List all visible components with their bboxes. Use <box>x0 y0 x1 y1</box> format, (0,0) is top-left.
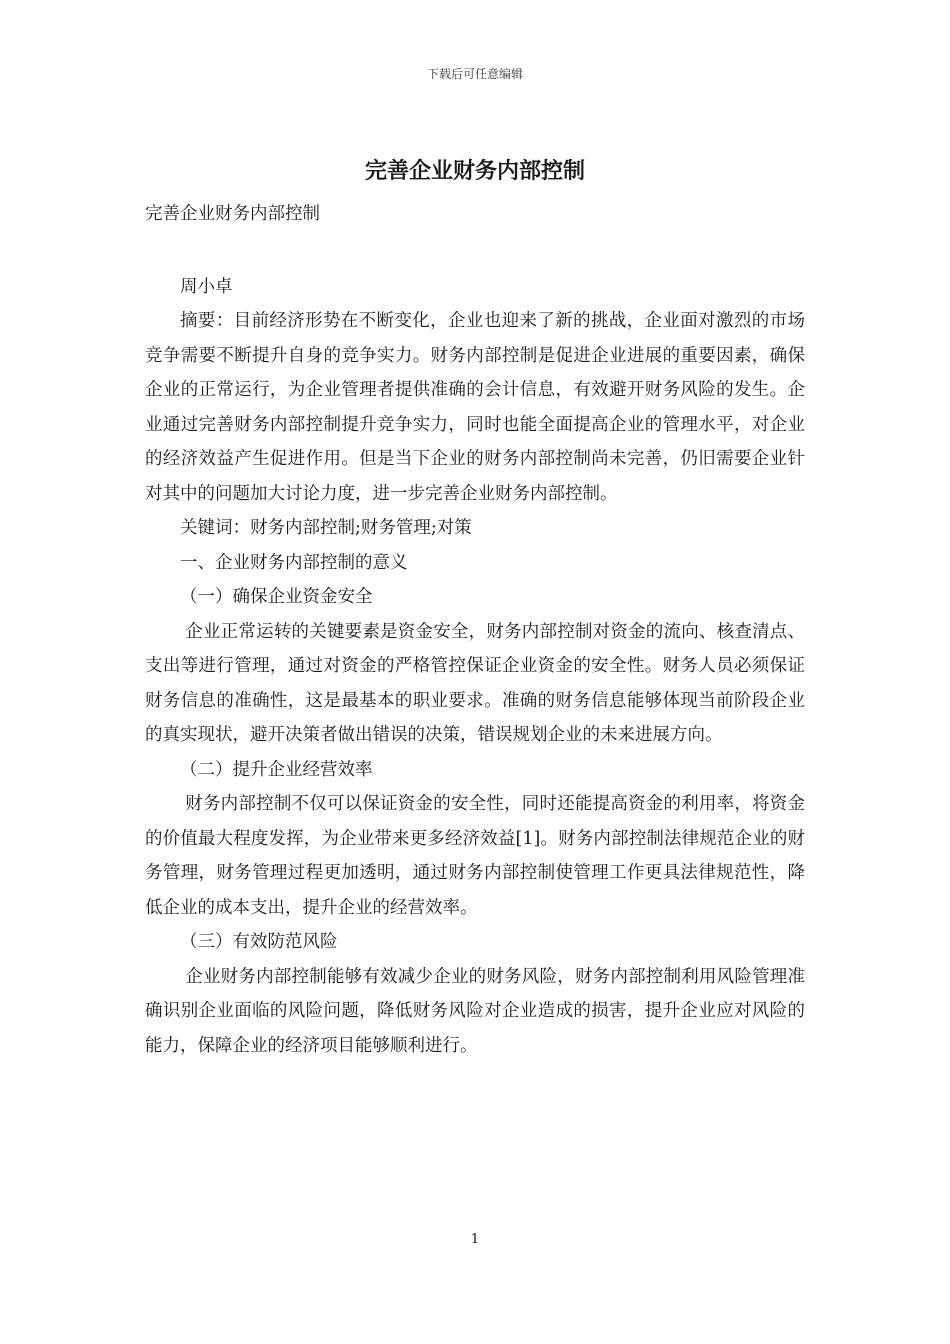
subsection-heading-3: （三）有效防范风险 <box>180 932 338 952</box>
subsection-heading-2: （二）提升企业经营效率 <box>180 759 373 780</box>
author-name: 周小卓 <box>180 276 233 297</box>
subsection-body-3: 企业财务内部控制能够有效减少企业的财务风险，财务内部控制利用风险管理准确识别企业面临的风险问题，降低财务风险对企业造成的损害，提升企业应对风险的能力，保障企业的经济项目能够顺利进行。 <box>145 966 805 1056</box>
subsection-body-1: 企业正常运转的关键要素是资金安全，财务内部控制对资金的流向、核查清点、支出等进行管理，通过对资金的严格管控保证企业资金的安全性。财务人员必须保证财务信息的准确性，这是最基本的职业要求。准确的财务信息能够体现当前阶段企业的真实现状，避开决策者做出错误的决策，错误规划企业的未来进展方向。 <box>145 621 805 745</box>
subsection-body-2: 财务内部控制不仅可以保证资金的安全性，同时还能提高资金的利用率，将资金的价值最大程度发挥，为企业带来更多经济效益[1]。财务内部控制法律规范企业的财务管理，财务管理过程更加透明，通过财务内部控制使管理工作更具法律规范性，降低企业的成本支出，提升企业的经营效率。 <box>145 794 805 918</box>
page-header: 下载后可任意编辑 <box>426 67 523 81</box>
document-body <box>145 197 805 1063</box>
blank-line <box>145 232 805 270</box>
subsection-heading-1: （一）确保企业资金安全 <box>180 587 373 607</box>
page-number: 1 <box>470 1232 480 1247</box>
document-title: 完善企业财务内部控制 <box>364 158 585 184</box>
document-subtitle: 完善企业财务内部控制 <box>145 204 320 224</box>
keywords-line: 关键词：财务内部控制;财务管理;对策 <box>180 518 472 538</box>
section-heading-1: 一、企业财务内部控制的意义 <box>180 552 408 573</box>
abstract-paragraph: 摘要：目前经济形势在不断变化，企业也迎来了新的挑战，企业面对激烈的市场竞争需要不断提升自身的竞争实力。财务内部控制是促进企业进展的重要因素，确保企业的正常运行，为企业管理者提供准确的会计信息，有效避开财务风险的发生。企业通过完善财务内部控制提升竞争实力，同时也能全面提高企业的管理水平，对企业的经济效益产生促进作用。但是当下企业的财务内部控制尚未完善，仍旧需要企业针对其中的问题加大讨论力度，进一步完善企业财务内部控制。 <box>145 311 805 504</box>
